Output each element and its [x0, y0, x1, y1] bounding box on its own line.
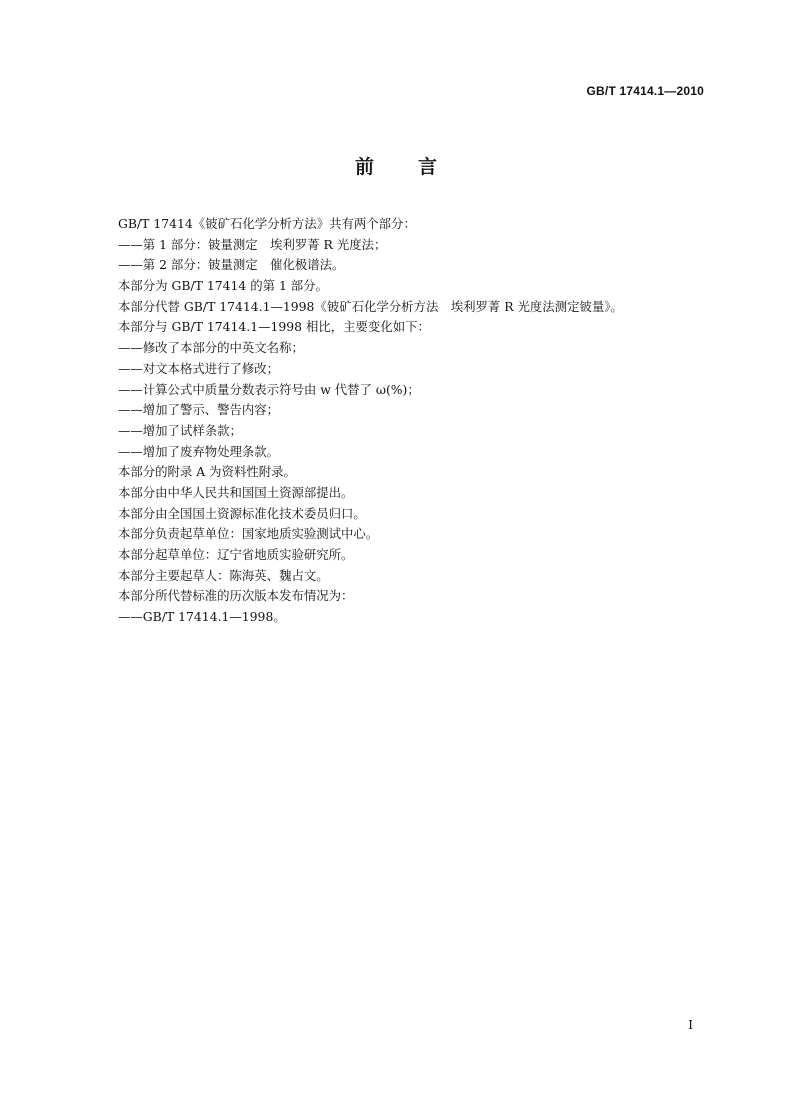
- page-number: I: [688, 1018, 693, 1032]
- foreword-line: 本部分由中华人民共和国国土资源部提出。: [118, 484, 354, 500]
- foreword-line: 本部分起草单位：辽宁省地质实验研究所。: [118, 547, 354, 562]
- foreword-line: GB/T 17414《铍矿石化学分析方法》共有两个部分：: [118, 216, 416, 231]
- foreword-line: 本部分的附录 A 为资料性附录。: [118, 464, 296, 480]
- foreword-line: ——增加了试样条款；: [118, 422, 242, 438]
- foreword-line: 本部分由全国国土资源标准化技术委员归口。: [118, 505, 366, 521]
- standard-code-header: GB/T 17414.1—2010: [586, 84, 704, 98]
- foreword-line: 本部分为 GB/T 17414 的第 1 部分。: [118, 278, 328, 294]
- foreword-line: 本部分与 GB/T 17414.1—1998 相比，主要变化如下：: [118, 319, 430, 335]
- foreword-line: ——对文本格式进行了修改；: [118, 360, 280, 376]
- foreword-line: 本部分主要起草人：陈海英、魏占文。: [118, 567, 329, 583]
- foreword-line: ——增加了警示、警告内容；: [118, 402, 280, 418]
- foreword-body: [118, 214, 698, 628]
- foreword-line: ——GB/T 17414.1—1998。: [118, 609, 286, 625]
- foreword-line: 本部分代替 GB/T 17414.1—1998《铍矿石化学分析方法 埃利罗菁 R 光度法测定铍量》。: [118, 298, 623, 314]
- foreword-line: ——计算公式中质量分数表示符号由 w 代替了 ω(%)；: [118, 381, 420, 397]
- page-title: 前言: [354, 156, 481, 178]
- foreword-line: 本部分负责起草单位：国家地质实验测试中心。: [118, 526, 379, 542]
- foreword-line: 本部分所代替标准的历次版本发布情况为：: [118, 588, 354, 604]
- foreword-line: ——修改了本部分的中英文名称；: [118, 340, 304, 356]
- foreword-line: ——第 1 部分：铍量测定 埃利罗菁 R 光度法；: [118, 236, 387, 252]
- foreword-line: ——增加了废弃物处理条款。: [118, 443, 280, 459]
- foreword-line: ——第 2 部分：铍量测定 催化极谱法。: [118, 257, 345, 273]
